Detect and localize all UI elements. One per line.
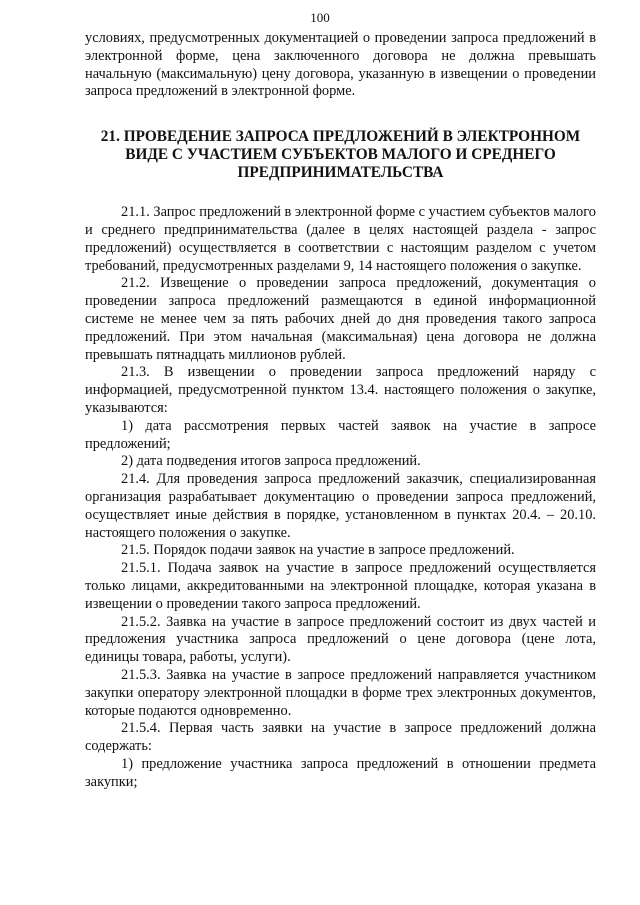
paragraph-21-1: 21.1. Запрос предложений в электронной форме с участием субъектов малого и среднего предпринимательства (далее в целях настоящей раздела - запрос предложений) осуществляется в соответствии с настоящим разделом с учетом требований, предусмотренных разделами 9, 14 настоящего положения о закупке. [85,204,596,274]
paragraph-21-5-3: 21.5.3. Заявка на участие в запросе предложений направляется участником закупки оператору электронной площадки в форме трех электронных документов, которые подаются одновременно. [85,666,596,719]
list-item-1-proposal: 1) предложение участника запроса предложений в отношении предмета закупки; [85,755,596,790]
paragraph-21-5-4: 21.5.4. Первая часть заявки на участие в запросе предложений должна содержать: [85,720,596,755]
list-item-1: 1) дата рассмотрения первых частей заявок на участие в запросе предложений; [85,417,596,452]
paragraph-21-2: 21.2. Извещение о проведении запроса предложений, документация о проведении запроса предложений размещаются в единой информационной системе не менее чем за пять рабочих дней до дня проведения такого запроса предложений. При этом начальная (максимальная) цена договора не должна превышать пятнадцать миллионов рублей. [85,275,596,363]
page-number: 100 [310,10,330,25]
paragraph-21-5-1: 21.5.1. Подача заявок на участие в запросе предложений осуществляется только лицами, аккредитованными на электронной площадке, которая указана в извещении о проведении такого запроса предложений. [85,560,596,612]
section-heading: 21. ПРОВЕДЕНИЕ ЗАПРОСА ПРЕДЛОЖЕНИЙ В ЭЛЕКТРОННОМ ВИДЕ С УЧАСТИЕМ СУБЪЕКТОВ МАЛОГО И СРЕДНЕГО ПРЕДПРИНИМАТЕЛЬСТВА [100,128,581,182]
paragraph-21-4: 21.4. Для проведения запроса предложений заказчик, специализированная организация разрабатывает документацию о проведении запроса предложений, осуществляет иные действия в порядке, установленном в пунктах 20.4. – 20.10. настоящего положения о закупке. [85,471,596,541]
list-item-2: 2) дата подведения итогов запроса предложений. [121,453,421,470]
paragraph-21-3: 21.3. В извещении о проведении запроса предложений наряду с информацией, предусмотренной пунктом 13.4. настоящего положения о закупке, указываются: [85,364,596,416]
paragraph-21-5: 21.5. Порядок подачи заявок на участие в запросе предложений. [121,542,515,559]
document-body [85,30,596,791]
intro-paragraph: условиях, предусмотренных документацией о проведении запроса предложений в электронной форме, цена заключенного договора не должна превышать начальную (максимальную) цену договора, указанную в извещении о проведении запроса предложений в электронной форме. [85,30,596,100]
paragraph-21-5-2: 21.5.2. Заявка на участие в запросе предложений состоит из двух частей и предложения участника запроса предложений о цене договора (цене лота, единицы товара, работы, услуги). [85,613,596,666]
